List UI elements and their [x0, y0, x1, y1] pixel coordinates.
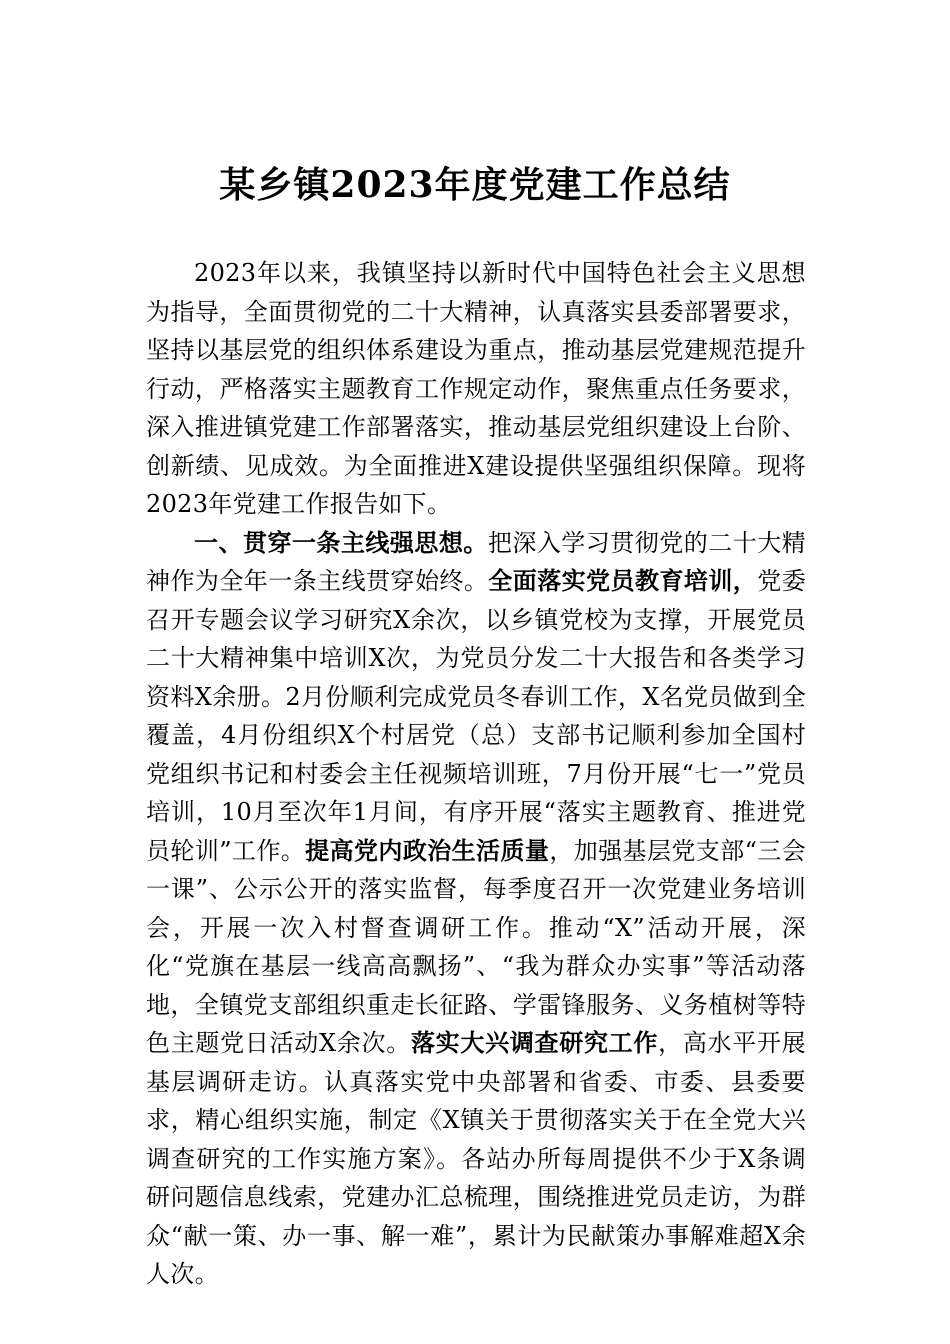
intro-paragraph: 2023年以来，我镇坚持以新时代中国特色社会主义思想为指导，全面贯彻党的二十大精神，认真落实县委部署要求，坚持以基层党的组织体系建设为重点，推动基层党建规范提升行动，严格落实主题教育工作规定动作，聚焦重点任务要求，深入推进镇党建工作部署落实，推动基层党组织建设上台阶、创新绩、见成效。为全面推进X建设提供坚强组织保障。现将2023年党建工作报告如下。	[146, 259, 806, 518]
section-1-bold-2: 提高党内政治生活质量	[305, 835, 550, 865]
section-1-paragraph	[146, 524, 806, 1294]
section-1-bold-1: 全面落实党员教育培训，	[488, 566, 758, 595]
section-1-text-1: 把深入学习贯彻党的二十大精神作为全年一条主线贯穿始终。	[146, 528, 806, 595]
section-1-bold-3: 落实大兴调查研究工作	[410, 1028, 659, 1057]
section-1-text-4: ，高水平开展基层调研走访。认真落实党中央部署和省委、市委、县委要求，精心组织实施，制定《X镇关于贯彻落实关于在全党大兴调查研究的工作实施方案》。各站办所每周提供不少于X条调研问题信息线索，党建办汇总梳理，围绕推进党员走访，为群众“献一策、办一事、解一难”，累计为民献策办事解难超X余人次。	[146, 1029, 806, 1288]
document-title: 某乡镇2023年度党建工作总结	[219, 164, 731, 206]
section-1-text-2: 党委召开专题会议学习研究X余次，以乡镇党校为支撑，开展党员二十大精神集中培训X次，为党员分发二十大报告和各类学习资料X余册。2月份顺利完成党员冬春训工作，X名党员做到全覆盖，4月份组织X个村居党（总）支部书记顺利参加全国村党组织书记和村委会主任视频培训班，7月份开展“七一”党员培训，10月至次年1月间，有序开展“落实主题教育、推进党员轮训”工作。	[146, 567, 806, 865]
section-1-heading: 一、贯穿一条主线强思想。	[194, 527, 488, 557]
section-1-text-3: ，加强基层党支部“三会一课”、公示公开的落实监督，每季度召开一次党建业务培训会，开展一次入村督查调研工作。推动“X”活动开展，深化“党旗在基层一线高高飘扬”、“我为群众办实事”等活动落地，全镇党支部组织重走长征路、学雷锋服务、义务植树等特色主题党日活动X余次。	[146, 836, 807, 1057]
document-body	[146, 254, 806, 1294]
